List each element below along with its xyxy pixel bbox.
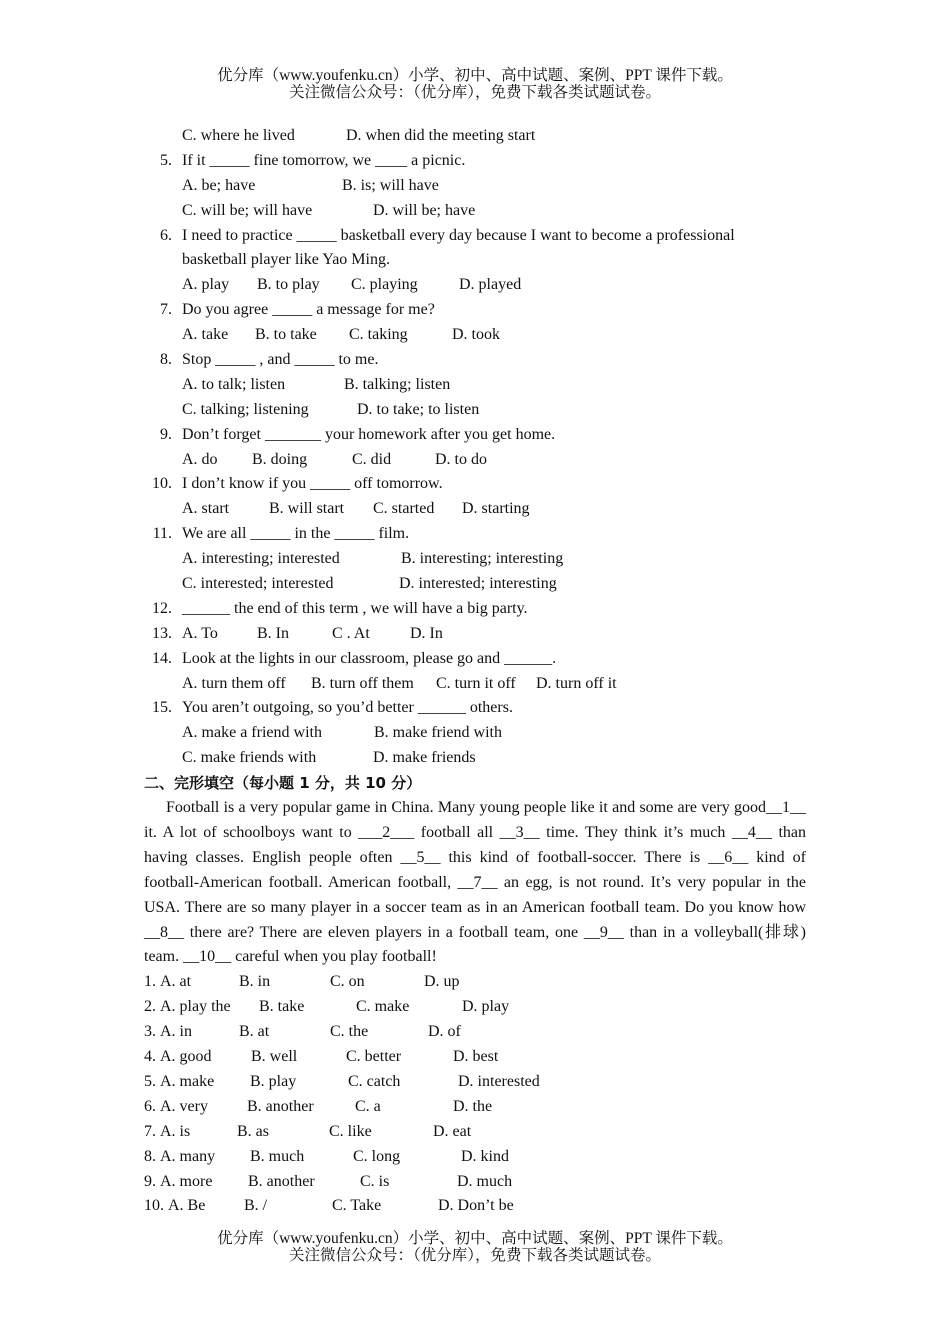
- option-d: D. much: [457, 1172, 513, 1190]
- question-11-options-cd: [144, 572, 806, 597]
- question-7: [144, 298, 806, 323]
- question-text: Don’t forget _______ your homework after you get home.: [182, 425, 556, 443]
- option-c: C. better: [346, 1048, 402, 1066]
- cloze-option-row-2: [144, 995, 806, 1020]
- question-text: Stop _____ , and _____ to me.: [182, 351, 379, 369]
- cloze-number: 2.: [144, 998, 156, 1016]
- option-d: D. turn off it: [536, 674, 617, 692]
- option-c: C. where he lived: [182, 127, 295, 144]
- cloze-option-row-5: [144, 1070, 806, 1095]
- option-d: D. when did the meeting start: [346, 127, 536, 144]
- option-d: D. In: [410, 624, 443, 642]
- question-9: [144, 423, 806, 448]
- option-a: A. do: [182, 450, 218, 468]
- option-c: C. is: [360, 1172, 390, 1190]
- option-c: C. a: [355, 1097, 381, 1115]
- question-10-options: [144, 497, 806, 522]
- question-8: [144, 348, 806, 373]
- option-d: D. eat: [433, 1122, 472, 1140]
- question-13: [144, 622, 806, 647]
- option-c: C. interested; interested: [182, 575, 334, 593]
- option-b: B. in: [239, 973, 271, 991]
- page-footer: [0, 1230, 950, 1264]
- cloze-number: 9.: [144, 1172, 156, 1190]
- question-15: [144, 696, 806, 721]
- cloze-number: 6.: [144, 1097, 156, 1115]
- option-b: B. another: [247, 1097, 314, 1115]
- option-d: D. up: [424, 973, 460, 991]
- question-15-options-ab: [144, 721, 806, 746]
- option-a: A. many: [160, 1147, 216, 1165]
- question-number: 7.: [160, 301, 172, 319]
- cloze-option-row-6: [144, 1095, 806, 1120]
- option-d: D. play: [462, 998, 510, 1016]
- option-d: D. Don’t be: [438, 1197, 514, 1215]
- option-c: C. the: [330, 1023, 369, 1041]
- question-6: [144, 224, 806, 249]
- option-c: C. like: [329, 1122, 372, 1140]
- option-a: A. is: [160, 1122, 191, 1140]
- question-number: 11.: [152, 525, 172, 543]
- header-line-1: 优分库（www.youfenku.cn）小学、初中、高中试题、案例、PPT 课件下载。: [217, 67, 733, 84]
- option-b: B. In: [257, 624, 289, 642]
- option-d: D. the: [453, 1097, 493, 1115]
- option-a: A. take: [182, 326, 229, 344]
- option-b: B. take: [259, 998, 305, 1016]
- question-5-options-cd: [144, 199, 806, 224]
- cloze-option-row-1: [144, 970, 806, 995]
- option-d: D. make friends: [373, 749, 476, 767]
- cloze-number: 3.: [144, 1023, 156, 1041]
- option-d: D. will be; have: [373, 201, 476, 219]
- question-text: If it _____ fine tomorrow, we ____ a picnic.: [182, 151, 466, 169]
- question-6-options: [144, 273, 806, 298]
- option-c: C. on: [330, 973, 365, 991]
- option-a: A. good: [160, 1048, 212, 1066]
- section-title: 二、完形填空（每小题 1 分，共 10 分）: [144, 774, 422, 793]
- option-d: D. to do: [435, 450, 487, 468]
- question-text-continued: basketball player like Yao Ming.: [182, 251, 390, 269]
- question-text: Do you agree _____ a message for me?: [182, 301, 435, 319]
- option-a: A. play: [182, 276, 230, 294]
- footer-line-2: 关注微信公众号：（优分库），免费下载各类试题试卷。: [288, 1247, 661, 1264]
- option-c: C. Take: [332, 1197, 382, 1215]
- option-d: D. kind: [461, 1147, 509, 1165]
- cloze-option-row-4: [144, 1045, 806, 1070]
- option-b: B. is; will have: [342, 176, 439, 194]
- option-a: A. more: [160, 1172, 213, 1190]
- option-b: B. /: [244, 1197, 268, 1215]
- option-d: D. of: [428, 1023, 461, 1041]
- cloze-passage: [144, 796, 806, 970]
- passage-text: Football is a very popular game in China. Many young people like it and some are very good__1__ it. A lot of schoolboys want to ___2___ football all __3__ time. They think it’s much __4__ than having classes. English people often __5__ this kind of football-soccer. There is __6__ kind of football-American football. American football, __7__ an egg, is not round. It’s very popular in the USA. There are so many player in a soccer team as in an American football team. Do you know how __8__ there are? There are eleven players in a football team, one __9__ than in a volleyball(排球) team. __10__ careful when you play football!: [144, 799, 806, 966]
- option-b: B. make friend with: [374, 724, 502, 742]
- option-d: D. to take; to listen: [357, 400, 480, 418]
- question-7-options: [144, 323, 806, 348]
- option-b: B. to play: [257, 276, 320, 294]
- prev-options: [144, 124, 806, 149]
- question-number: 15.: [152, 699, 172, 717]
- option-c: C. make friends with: [182, 749, 317, 767]
- option-d: D. took: [452, 326, 500, 344]
- option-c: C. catch: [348, 1072, 401, 1090]
- option-c: C. started: [373, 500, 435, 518]
- option-c: C. long: [353, 1147, 401, 1165]
- cloze-number: 8.: [144, 1147, 156, 1165]
- option-d: D. starting: [462, 500, 530, 518]
- option-b: B. turn off them: [311, 674, 414, 692]
- page-header: [0, 67, 950, 101]
- question-9-options: [144, 448, 806, 473]
- question-14-options: [144, 672, 806, 697]
- footer-line-1: 优分库（www.youfenku.cn）小学、初中、高中试题、案例、PPT 课件下载。: [217, 1230, 733, 1247]
- question-11-options-ab: [144, 547, 806, 572]
- option-c: C. did: [352, 450, 392, 468]
- question-text: ______ the end of this term , we will have a big party.: [182, 599, 528, 617]
- option-a: A. make: [160, 1072, 215, 1090]
- option-b: B. doing: [252, 450, 308, 468]
- option-a: A. turn them off: [182, 674, 286, 692]
- question-number: 6.: [160, 226, 172, 244]
- question-number: 12.: [152, 599, 172, 617]
- option-a: A. Be: [168, 1197, 206, 1215]
- option-b: B. another: [248, 1172, 315, 1190]
- question-8-options-ab: [144, 373, 806, 398]
- option-c: C. talking; listening: [182, 400, 309, 418]
- option-b: B. talking; listen: [344, 375, 451, 393]
- option-b: B. to take: [255, 326, 317, 344]
- option-b: B. much: [250, 1147, 305, 1165]
- cloze-number: 10.: [144, 1197, 164, 1215]
- option-d: D. interested; interesting: [399, 575, 557, 593]
- option-a: A. at: [160, 973, 192, 991]
- option-d: D. played: [459, 276, 522, 294]
- cloze-option-row-8: [144, 1145, 806, 1170]
- question-text: I need to practice _____ basketball every day because I want to become a professional: [182, 226, 735, 244]
- option-b: B. as: [237, 1122, 269, 1140]
- question-number: 9.: [160, 425, 172, 443]
- option-a: A. make a friend with: [182, 724, 322, 742]
- option-a: A. start: [182, 500, 230, 518]
- question-12: [144, 597, 806, 622]
- question-number: 8.: [160, 351, 172, 369]
- option-d: D. interested: [458, 1072, 540, 1090]
- exam-content: [144, 124, 806, 1219]
- cloze-number: 1.: [144, 973, 156, 991]
- question-11: [144, 522, 806, 547]
- option-a: A. very: [160, 1097, 208, 1115]
- question-text: Look at the lights in our classroom, please go and ______.: [182, 649, 557, 667]
- option-b: B. play: [250, 1072, 297, 1090]
- option-a: A. play the: [160, 998, 231, 1016]
- question-5-options-ab: [144, 174, 806, 199]
- option-b: B. interesting; interesting: [401, 550, 564, 568]
- option-b: B. at: [239, 1023, 270, 1041]
- header-line-2: 关注微信公众号：（优分库），免费下载各类试题试卷。: [288, 84, 661, 101]
- question-text: You aren’t outgoing, so you’d better ______ others.: [182, 699, 513, 717]
- cloze-option-row-9: [144, 1170, 806, 1195]
- cloze-number: 4.: [144, 1048, 156, 1066]
- question-text: I don’t know if you _____ off tomorrow.: [182, 475, 443, 493]
- question-15-options-cd: [144, 746, 806, 771]
- option-a: A. interesting; interested: [182, 550, 340, 568]
- option-c: C. playing: [351, 276, 418, 294]
- option-c: C. make: [356, 998, 410, 1016]
- question-number: 5.: [160, 151, 172, 169]
- option-a: A. in: [160, 1023, 192, 1041]
- cloze-option-row-7: [144, 1120, 806, 1145]
- option-d: D. best: [453, 1048, 499, 1066]
- cloze-option-row-10: [144, 1194, 806, 1219]
- option-a: A. To: [182, 624, 218, 642]
- question-number: 14.: [152, 649, 172, 667]
- question-number: 10.: [152, 475, 172, 493]
- question-number: 13.: [152, 624, 172, 642]
- question-text: We are all _____ in the _____ film.: [182, 525, 410, 543]
- option-c: C . At: [332, 624, 370, 642]
- cloze-number: 7.: [144, 1122, 156, 1140]
- option-a: A. to talk; listen: [182, 375, 286, 393]
- question-10: [144, 472, 806, 497]
- question-14: [144, 647, 806, 672]
- cloze-number: 5.: [144, 1072, 156, 1090]
- option-c: C. will be; will have: [182, 201, 313, 219]
- question-8-options-cd: [144, 398, 806, 423]
- cloze-option-row-3: [144, 1020, 806, 1045]
- option-b: B. well: [251, 1048, 298, 1066]
- option-c: C. turn it off: [436, 674, 516, 692]
- question-5: [144, 149, 806, 174]
- question-6-continued: [144, 248, 806, 273]
- option-c: C. taking: [349, 326, 408, 344]
- option-a: A. be; have: [182, 176, 256, 194]
- option-b: B. will start: [269, 500, 345, 518]
